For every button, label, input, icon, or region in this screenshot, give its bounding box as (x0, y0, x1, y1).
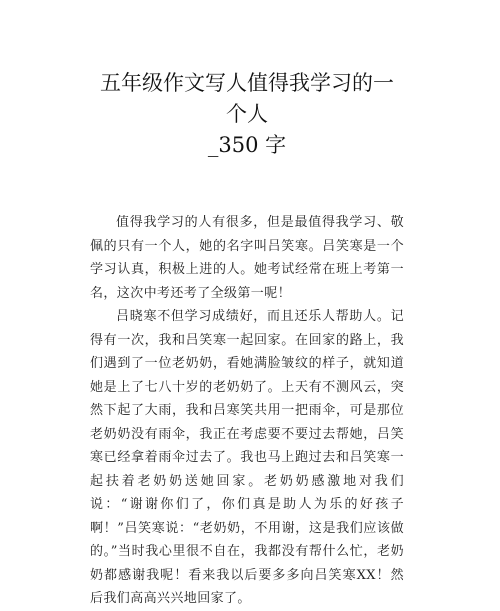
title-line-1: 五年级作文写人值得我学习的一个人 (100, 71, 394, 126)
document-body (90, 211, 404, 611)
document-title (90, 68, 404, 161)
paragraph-2: 吕晓寒不但学习成绩好，而且还乐人帮助人。记得有一次，我和吕笑寒一起回家。在回家的路上，我们遇到了一位老奶奶，看她满脸皱纹的样子，就知道她是上了七八十岁的老奶奶了。上天有不测风云，突然下起了大雨，我和吕寒笑共用一把雨伞，可是那位老奶奶没有雨伞，我正在考虑要不要过去帮她，吕笑寒已经拿着雨伞过去了。我也马上跑过去和吕笑寒一起扶着老奶奶送她回家。老奶奶感激地对我们说：“谢谢你们了，你们真是助人为乐的好孩子啊！”吕笑寒说：“老奶奶，不用谢，这是我们应该做的。”当时我心里很不自在，我都没有帮什么忙，老奶奶都感谢我呢！看来我以后要多多向吕笑寒XX！然后我们高高兴兴地回家了。 (90, 309, 404, 606)
paragraph-1: 值得我学习的人有很多，但是最值得我学习、敬佩的只有一个人，她的名字叫吕笑寒。吕笑寒是一个学习认真，积极上进的人。她考试经常在班上考第一名，这次中考还考了全级第一呢！ (90, 215, 404, 301)
title-line-2: _350 字 (207, 133, 287, 157)
